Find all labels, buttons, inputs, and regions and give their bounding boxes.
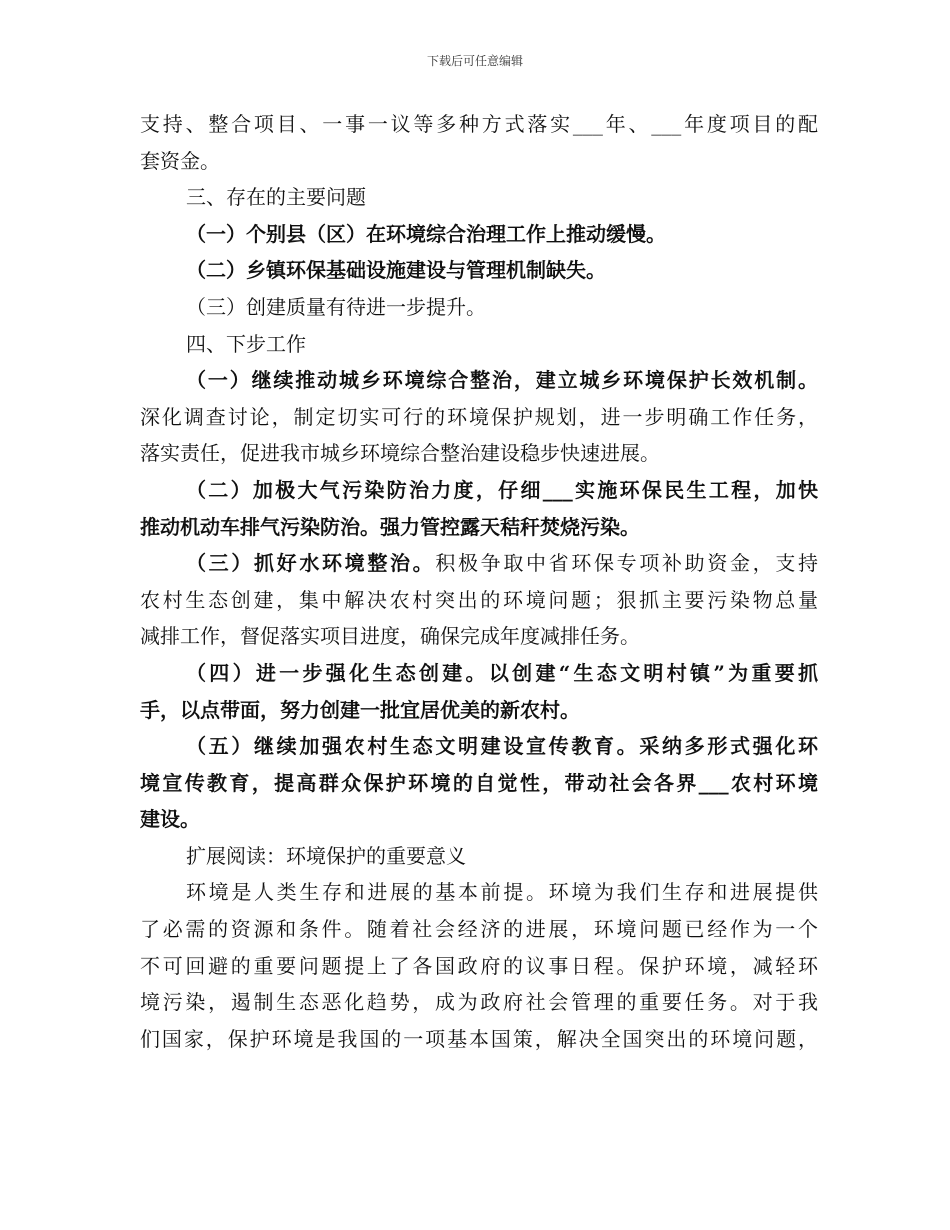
section-heading: 三、存在的主要问题 <box>186 185 366 210</box>
inline-heading: （三）抓好水环境整治。 <box>186 551 436 576</box>
paragraph-line: 了必需的资源和条件。随着社会经济的进展，环境问题已经作为一个 <box>140 917 818 942</box>
inline-heading: （五）继续加强农村生态文明建设宣传教育。 <box>186 734 640 759</box>
subheading: （一）个别县（区）在环境综合治理工作上推动缓慢。 <box>186 221 666 246</box>
paragraph-line <box>140 545 818 582</box>
page-header: 下载后可任意编辑 <box>426 54 523 68</box>
paragraph-line: 深化调查讨论，制定切实可行的环境保护规划，进一步明确工作任务， <box>140 404 818 429</box>
paragraph-text: 积极争取中省环保专项补助资金，支持 <box>435 551 819 576</box>
section-heading: 扩展阅读：环境保护的重要意义 <box>186 843 466 868</box>
paragraph-line: 建设。 <box>140 807 200 832</box>
paragraph-line: 不可回避的重要问题提上了各国政府的议事日程。保护环境，减轻环 <box>140 953 818 978</box>
paragraph-line: 们国家，保护环境是我国的一项基本国策，解决全国突出的环境问题， <box>140 1026 818 1051</box>
paragraph-line: 减排工作，督促落实项目进度，确保完成年度减排任务。 <box>140 624 640 649</box>
subheading: （二）加极大气污染防治力度，仔细___实施环保民生工程，加快 <box>186 477 818 502</box>
document-body <box>140 106 818 1057</box>
paragraph-line <box>140 655 818 692</box>
paragraph-line: 境宣传教育，提高群众保护环境的自觉性，带动社会各界___农村环境 <box>140 770 818 795</box>
paragraph-line: 支持、整合项目、一事一议等多种方式落实___年、___年度项目的配 <box>140 112 818 136</box>
paragraph-line: 境污染，遏制生态恶化趋势，成为政府社会管理的重要任务。对于我 <box>140 990 818 1015</box>
inline-heading: （四）进一步强化生态创建。 <box>186 660 489 685</box>
section-heading: 四、下步工作 <box>186 331 306 356</box>
subheading: （一）继续推动城乡环境综合整治，建立城乡环境保护长效机制。 <box>186 368 818 393</box>
paragraph-line: 农村生态创建，集中解决农村突出的环境问题；狠抓主要污染物总量 <box>140 587 818 612</box>
paragraph-line: 手，以点带面，努力创建一批宜居优美的新农村。 <box>140 697 580 722</box>
subheading: （二）乡镇环保基础设施建设与管理机制缺失。 <box>186 258 606 283</box>
paragraph-line: 环境是人类生存和进展的基本前提。环境为我们生存和进展提供 <box>186 880 818 905</box>
paragraph-text: 以创建“生态文明村镇”为重要抓 <box>488 660 819 685</box>
paragraph-text: 采纳多形式强化环 <box>639 734 819 759</box>
paragraph-line: 推动机动车排气污染防治。强力管控露天秸秆焚烧污染。 <box>140 514 640 539</box>
paragraph-line: 落实责任，促进我市城乡环境综合整治建设稳步快速进展。 <box>140 441 660 466</box>
paragraph-line <box>140 728 818 765</box>
paragraph-line: 套资金。 <box>140 148 220 173</box>
subheading: （三）创建质量有待进一步提升。 <box>186 294 486 319</box>
